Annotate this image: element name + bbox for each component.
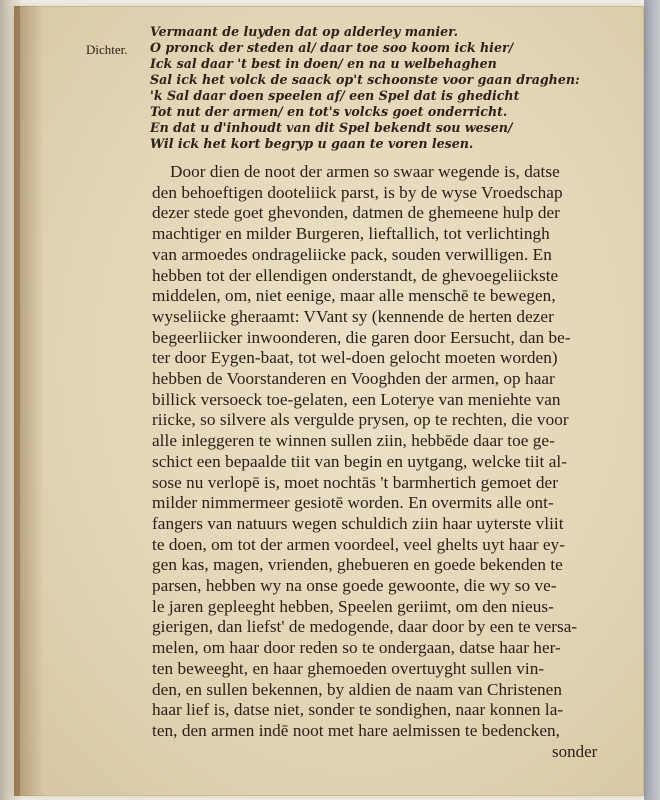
body-line: Door dien de noot der armen so swaar wegende is, datse <box>170 162 560 181</box>
verse-line: Ick sal daar 't best in doen/ en na u welbehaghen <box>150 56 497 71</box>
body-line: ten, den armen indē noot met hare aelmissen te bedencken, <box>152 720 561 740</box>
body-line: schict een bepaalde tiit van begin en uytgang, welcke tiit al- <box>152 451 567 471</box>
header-verse <box>150 24 620 152</box>
verse-line: O pronck der steden al/ daar toe soo koom ick hier/ <box>150 40 514 55</box>
verse-line: Tot nut der armen/ en tot's volcks goet onderricht. <box>150 104 508 119</box>
verse-line: 'k Sal daar doen speelen af/ een Spel dat is ghedicht <box>150 88 520 103</box>
verse-line: En dat u d'inhoudt van dit Spel bekendt sou wesen/ <box>150 120 513 135</box>
body-line: sose nu verlopē is, moet nochtās 't barmhertich gemoet der <box>152 472 558 492</box>
body-line: haar lief is, datse niet, sonder te sondighen, naar konnen la- <box>152 700 564 720</box>
body-line: dezer stede goet ghevonden, datmen de ghemeene hulp der <box>152 203 560 223</box>
body-line: gierigen, dan liefst' de medogende, daar door by een te versa- <box>152 617 578 637</box>
body-line: te doen, om tot der armen voordeel, veel ghelts uyt haar ey- <box>152 534 565 554</box>
body-line: middelen, om, niet eenige, maar alle menschē te bewegen, <box>152 286 556 306</box>
verse-line: Wil ick het kort begryp u gaan te voren lesen. <box>150 136 474 151</box>
catchword: sonder <box>552 742 598 761</box>
body-line: den, en sullen bekennen, by aldien de naam van Christenen <box>152 679 562 699</box>
body-line: fangers van natuurs wegen schuldich ziin haar uyterste vliit <box>152 513 564 533</box>
body-line: den behoeftigen dooteliick parst, is by de wyse Vroedschap <box>152 182 563 202</box>
body-line: wyseliicke gheraamt: VVant sy (kennende de herten dezer <box>152 306 554 326</box>
body-line: ten beweeght, en haar ghemoeden overtuyght sullen vin- <box>152 658 545 678</box>
speaker-label: Dichter. <box>86 42 128 57</box>
body-line: gen kas, magen, vrienden, ghebueren en goede bekenden te <box>152 555 563 575</box>
body-line: machtiger en milder Burgeren, lieftallich, tot verlichtingh <box>152 224 550 244</box>
body-line: melen, om haar door reden so te ondergaan, datse haar her- <box>152 638 561 658</box>
body-line: milder nimmermeer gesiotē worden. En overmits alle ont- <box>152 493 554 513</box>
body-paragraph <box>152 162 610 742</box>
body-line: hebben de Voorstanderen en Vooghden der armen, op haar <box>152 369 555 389</box>
page-edge-stain <box>14 6 20 796</box>
scan-right-edge <box>644 0 660 800</box>
verse-line: Vermaant de luyden dat op alderley manier. <box>150 24 459 39</box>
verse-line: Sal ick het volck de saack op't schoonste voor gaan draghen: <box>150 72 580 87</box>
body-line: hebben tot der ellendigen onderstandt, de ghevoegeliickste <box>152 265 559 285</box>
body-line: alle inleggeren te winnen sullen ziin, hebbēde daar toe ge- <box>152 431 555 451</box>
body-line: van armoedes ondrageliicke pack, souden verwilligen. En <box>152 244 552 264</box>
body-line: begeerliicker inwoonderen, die garen door Eersucht, dan be- <box>152 327 571 347</box>
body-line: parsen, hebben wy na onse goede gewoonte, die wy so ve- <box>152 576 557 596</box>
body-line: ter door Eygen-baat, tot wel-doen gelocht moeten worden) <box>152 348 558 368</box>
body-line: le jaren gepleeght hebben, Speelen geriimt, om den nieus- <box>152 596 554 616</box>
body-line: riicke, so silvere als vergulde prysen, op te rechten, die voor <box>152 410 569 430</box>
body-line: billick versoeck toe-gelaten, een Loterye van meniehte van <box>152 389 561 409</box>
